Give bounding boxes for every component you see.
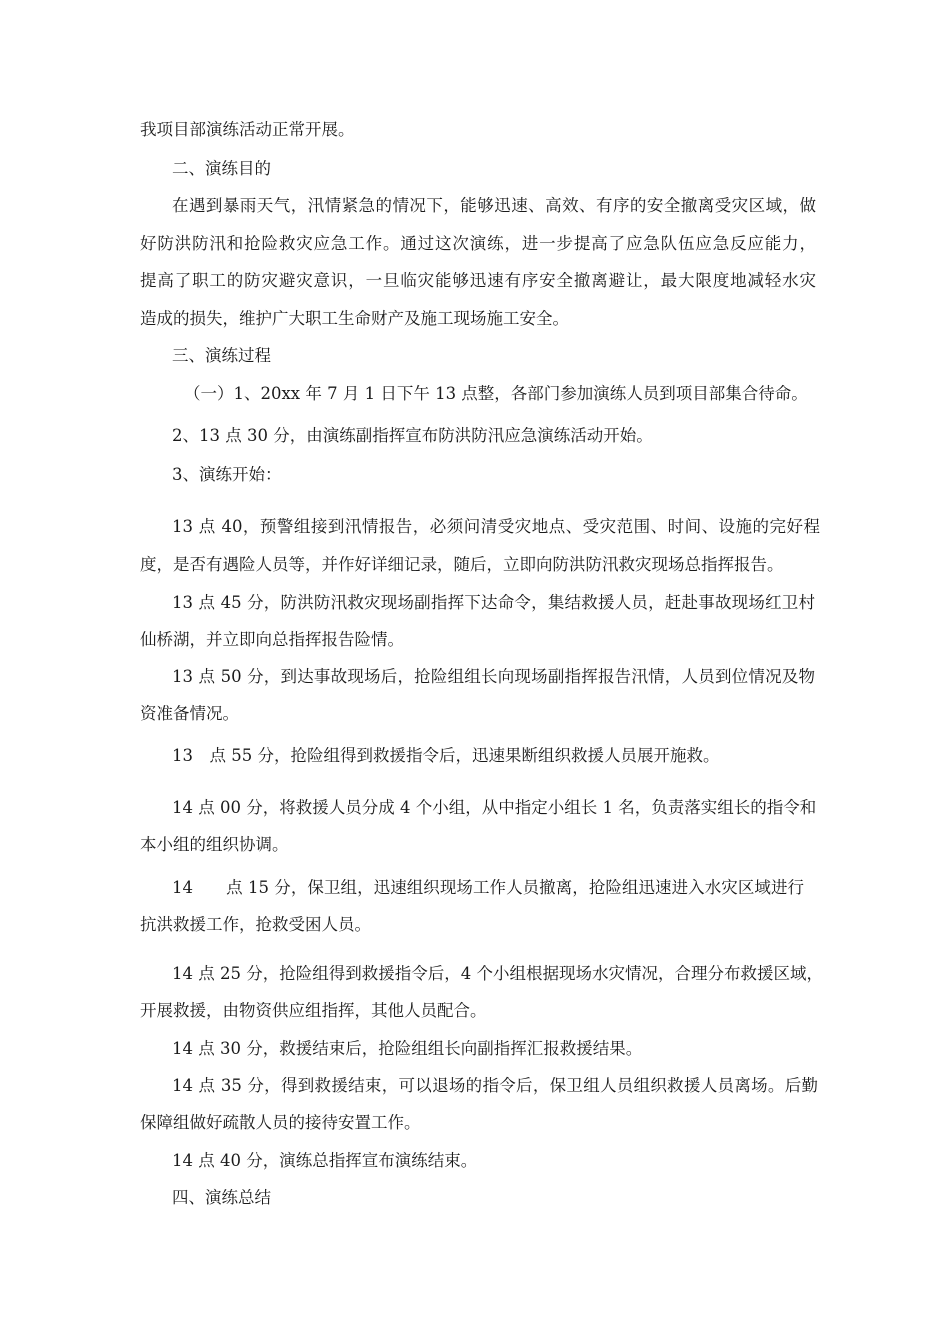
section-heading: 三、演练过程 <box>172 346 271 365</box>
paragraph-line: 3、演练开始： <box>172 465 282 484</box>
paragraph-line: （一）1、20xx 年 7 月 1 日下午 13 点整，各部门参加演练人员到项目部集合待命。 <box>184 384 808 403</box>
paragraph-line: 14 点 35 分，得到救援结束，可以退场的指令后，保卫组人员组织救援人员离场。后勤 <box>172 1076 818 1095</box>
paragraph-line: 14 点 40 分，演练总指挥宣布演练结束。 <box>172 1151 478 1170</box>
paragraph-line: 13 点 50 分，到达事故现场后，抢险组组长向现场副指挥报告汛情，人员到位情况及物 <box>172 667 815 686</box>
paragraph-line: 仙桥湖，并立即向总指挥报告险情。 <box>140 630 404 649</box>
paragraph-line: 14 点 25 分，抢险组得到救援指令后，4 个小组根据现场水灾情况，合理分布救援区域， <box>172 964 823 983</box>
paragraph-line: 开展救援，由物资供应组指挥，其他人员配合。 <box>140 1001 487 1020</box>
paragraph-line: 13 点 40，预警组接到汛情报告，必须问清受灾地点、受灾范围、时间、设施的完好程 <box>172 517 820 536</box>
paragraph-line: 14 点 00 分，将救援人员分成 4 个小组，从中指定小组长 1 名，负责落实组长的指令和 <box>172 798 817 817</box>
paragraph-line: 14 点 30 分，救援结束后，抢险组组长向副指挥汇报救援结果。 <box>172 1039 643 1058</box>
paragraph-line: 13 点 45 分，防洪防汛救灾现场副指挥下达命令，集结救援人员，赶赴事故现场红卫村 <box>172 593 815 612</box>
paragraph-line: 抗洪救援工作，抢救受困人员。 <box>140 915 371 934</box>
body-text-line: 我项目部演练活动正常开展。 <box>140 120 355 139</box>
paragraph-line: 保障组做好疏散人员的接待安置工作。 <box>140 1113 421 1132</box>
section-heading: 二、演练目的 <box>172 159 271 178</box>
paragraph-line: 本小组的组织协调。 <box>140 835 289 854</box>
paragraph-line: 度，是否有遇险人员等，并作好详细记录，随后，立即向防洪防汛救灾现场总指挥报告。 <box>140 555 784 574</box>
paragraph-line: 在遇到暴雨天气，汛情紧急的情况下，能够迅速、高效、有序的安全撤离受灾区域，做 <box>172 196 816 215</box>
paragraph-line: 造成的损失，维护广大职工生命财产及施工现场施工安全。 <box>140 309 569 328</box>
paragraph-line: 好防洪防汛和抢险救灾应急工作。通过这次演练，进一步提高了应急队伍应急反应能力， <box>140 234 816 253</box>
paragraph-line: 提高了职工的防灾避灾意识，一旦临灾能够迅速有序安全撤离避让，最大限度地减轻水灾 <box>140 271 816 290</box>
paragraph-line: 14 点 15 分，保卫组，迅速组织现场工作人员撤离，抢险组迅速进入水灾区域进行 <box>172 878 804 897</box>
paragraph-line: 资准备情况。 <box>140 704 239 723</box>
section-heading: 四、演练总结 <box>172 1188 271 1207</box>
paragraph-line: 13 点 55 分，抢险组得到救援指令后，迅速果断组织救援人员展开施救。 <box>172 746 720 765</box>
paragraph-line: 2、13 点 30 分，由演练副指挥宣布防洪防汛应急演练活动开始。 <box>172 426 653 445</box>
